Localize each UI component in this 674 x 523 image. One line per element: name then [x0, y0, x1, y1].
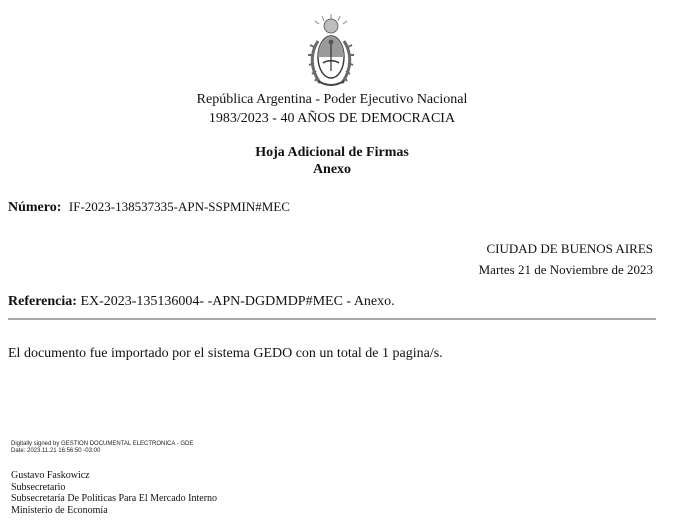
reference-label: Referencia:	[8, 294, 77, 309]
separator-line	[8, 318, 656, 320]
reference-value: EX-2023-135136004- -APN-DGDMDP#MEC - Anexo.	[80, 294, 395, 309]
date: Martes 21 de Noviembre de 2023	[478, 262, 653, 277]
signer-name: Gustavo Faskowicz	[11, 470, 90, 481]
number-value: IF-2023-138537335-APN-SSPMIN#MEC	[68, 199, 290, 214]
digital-signature-date: Date: 2023.11.21 16:56:50 -03:00	[11, 448, 101, 454]
city: CIUDAD DE BUENOS AIRES	[486, 241, 653, 256]
coat-of-arms-icon	[306, 13, 356, 91]
place-date	[479, 238, 653, 280]
signer-ministry: Ministerio de Economía	[11, 504, 108, 516]
document-subtitle: Anexo	[312, 162, 352, 177]
body-text: El documento fue importado por el sistema GEDO con un total de 1 pagina/s.	[8, 346, 443, 361]
header-line-2: 1983/2023 - 40 AÑOS DE DEMOCRACIA	[208, 111, 456, 126]
document-number	[8, 199, 290, 216]
signer-position: Subsecretario	[11, 481, 66, 493]
reference	[8, 294, 395, 310]
header-line-1: República Argentina - Poder Ejecutivo Nacional	[196, 92, 468, 107]
document-header	[0, 90, 664, 128]
document-title: Hoja Adicional de Firmas	[255, 145, 409, 160]
document-heading	[0, 144, 664, 178]
signer-unit: Subsecretaría De Políticas Para El Mercado Interno	[11, 493, 218, 504]
digital-signature	[11, 441, 193, 455]
signer-block	[11, 470, 217, 516]
digital-signature-signed-by: Digitally signed by GESTION DOCUMENTAL ELECTRONICA - GDE	[11, 441, 194, 447]
number-label: Número:	[8, 200, 62, 215]
